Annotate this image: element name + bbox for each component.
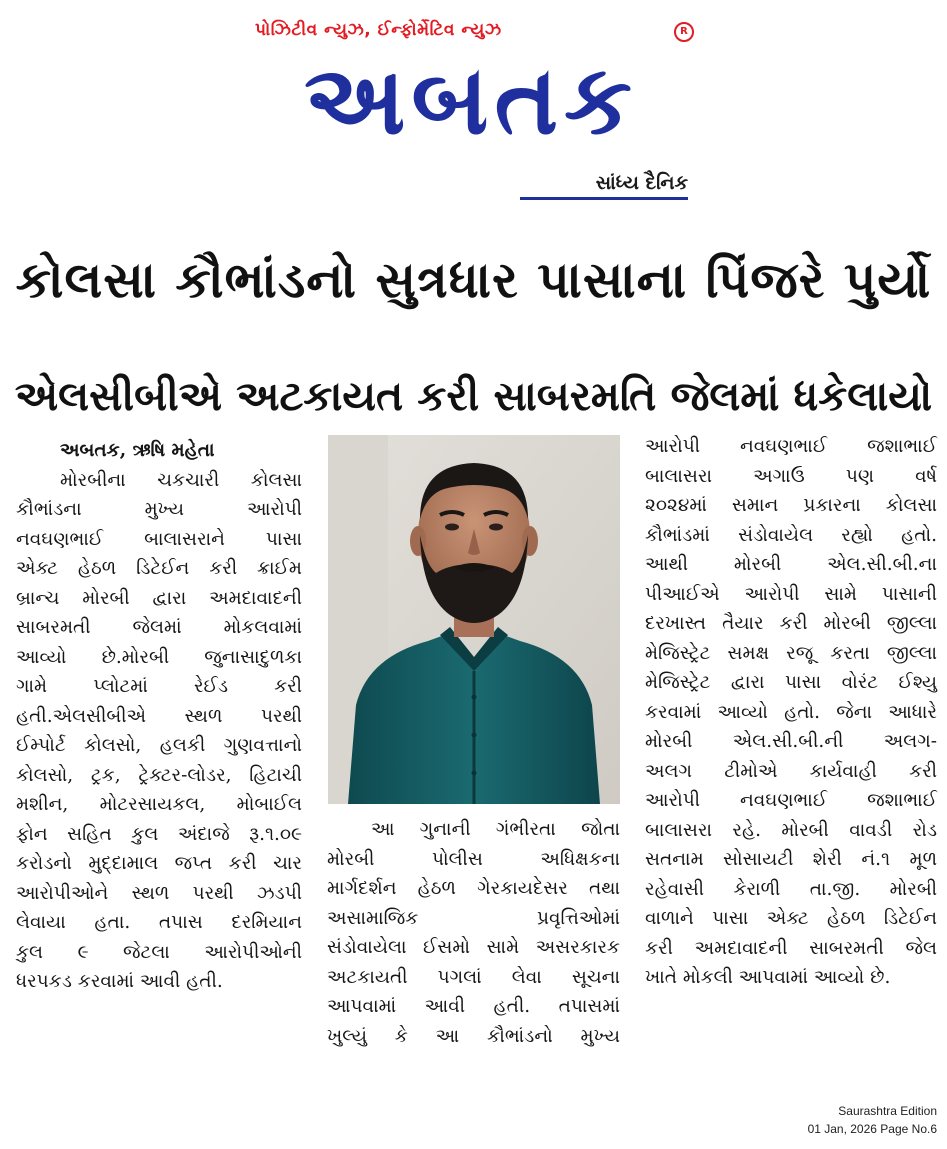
text-line: મશીન, મોટરસાયકલ, મોબાઈલ: [16, 794, 302, 815]
text-line: કુલ ૯ જેટલા આરોપીઓની: [16, 941, 302, 963]
edition-date-page: 01 Jan, 2026 Page No.6: [807, 1122, 937, 1136]
edition-footer: [717, 1102, 937, 1138]
text-line: આરોપી નવઘણભાઈ જશાભાઈ: [645, 790, 937, 811]
accused-portrait-image: [328, 435, 620, 804]
text-line: બાલાસરા રહે. મોરબી વાવડી રોડ: [645, 819, 937, 841]
text-line: મેજિસ્ટ્રેટ સમક્ષ રજૂ કરતા જીલ્લા: [645, 642, 937, 664]
text-line: કૌભાંડના મુખ્ય આરોપી: [16, 499, 302, 520]
text-line: કરવામાં આવ્યો હતો. જેના આધારે: [645, 701, 937, 723]
registered-trademark-icon: R: [674, 22, 694, 42]
text-line: ફોન સહિત કુલ અંદાજે રૂ.૧.૦૯: [16, 823, 302, 845]
text-line: રહેવાસી કેરાળી તા.જી. મોરબી: [645, 878, 937, 900]
text-line: આપવામાં આવી હતી. તપાસમાં: [327, 996, 620, 1017]
text-line: એક્ટ હેઠળ ડિટેઈન કરી ક્રાઈમ: [16, 558, 302, 579]
text-line: ખાતે મોકલી આપવામાં આવ્યો છે.: [645, 967, 891, 988]
text-line: આથી મોરબી એલ.સી.બી.ના: [645, 554, 937, 575]
text-line: અટકાયતી પગલાં લેવા સૂચના: [327, 966, 620, 988]
text-line: કરોડનો મુદ્દામાલ જપ્ત કરી ચાર: [16, 853, 302, 874]
text-line: મેજિસ્ટ્રેટ દ્વારા પાસા વોરંટ ઈશ્યુ: [645, 672, 937, 693]
article-headline: કોલસા કૌભાંડનો સુત્રધાર પાસાના પિંજરે પુર્યો: [15, 251, 932, 309]
text-line: પીઆઈએ આરોપી સામે પાસાની: [645, 583, 937, 605]
newspaper-logo: અબતક: [304, 44, 638, 156]
edition-name: Saurashtra Edition: [838, 1104, 937, 1118]
text-line: મોરબી એલ.સી.બી.ની અલગ-: [645, 731, 937, 752]
text-line: આરોપી નવઘણભાઈ જશાભાઈ: [645, 436, 937, 457]
text-line: ખુલ્યું કે આ કૌભાંડનો મુખ્ય: [327, 1025, 620, 1047]
text-line: ધરપકડ કરવામાં આવી હતી.: [16, 971, 223, 992]
masthead-subtitle: સાંધ્ય દૈનિક: [595, 172, 688, 194]
article-column-right: [645, 432, 937, 993]
text-line: ગામે પ્લોટમાં રેઈડ કરી: [16, 676, 302, 697]
text-line: આ ગુનાની ગંભીરતા જોતા: [371, 819, 620, 840]
text-line: ૨૦૨૪માં સમાન પ્રકારના કોલસા: [645, 495, 937, 516]
text-line: સંડોવાયેલા ઈસમો સામે અસરકારક: [327, 937, 620, 958]
text-line: માર્ગદર્શન હેઠળ ગેરકાયદેસર તથા: [327, 878, 620, 899]
text-line: લેવાયા હતા. તપાસ દરમિયાન: [16, 912, 302, 933]
text-line: વાળાને પાસા એક્ટ હેઠળ ડિટેઈન: [645, 908, 937, 929]
text-line: બ્રાન્ચ મોરબી દ્વારા અમદાવાદની: [16, 587, 302, 609]
text-line: ઈમ્પોર્ટ કોલસો, હલકી ગુણવત્તાનો: [16, 735, 302, 756]
text-line: કરી અમદાવાદની સાબરમતી જેલ: [645, 937, 937, 959]
article-column-left: [16, 436, 302, 997]
article-column-middle: [327, 815, 620, 1051]
article-subhead: એલસીબીએ અટકાયત કરી સાબરમતિ જેલમાં ધકેલાયો: [14, 372, 933, 420]
article-column-left-body: [16, 466, 302, 997]
text-line: નવઘણભાઈ બાલાસરાને પાસા: [16, 528, 302, 550]
article-byline: અબતક, ઋષિ મહેતા: [60, 440, 215, 461]
text-line: હતી.એલસીબીએ સ્થળ પરથી: [16, 705, 302, 727]
text-line: મોરબી પોલીસ અધિક્ષકના: [327, 848, 620, 870]
text-line: કોલસો, ટ્રક, ટ્રેક્ટર-લોડર, હિટાચી: [16, 764, 302, 786]
masthead-rule: [520, 197, 688, 200]
text-line: આરોપીઓને સ્થળ પરથી ઝડપી: [16, 882, 302, 904]
text-line: આવ્યો છે.મોરબી જુનાસાદુળકા: [16, 646, 302, 668]
text-line: કૌભાંડમાં સંડોવાયેલ રહ્યો હતો.: [645, 524, 937, 546]
text-line: સાબરમતી જેલમાં મોકલવામાં: [16, 617, 302, 638]
text-line: સતનામ સોસાયટી શેરી નં.૧ મૂળ: [645, 849, 937, 870]
masthead: [0, 0, 947, 205]
masthead-tagline: પોઝિટીવ ન્યુઝ, ઈન્ફોર્મેટિવ ન્યુઝ: [255, 20, 502, 40]
text-line: અલગ ટીમોએ કાર્યવાહી કરી: [645, 760, 937, 782]
text-line: મોરબીના ચકચારી કોલસા: [60, 469, 302, 491]
text-line: અસામાજિક પ્રવૃત્તિઓમાં: [327, 907, 620, 929]
text-line: દરખાસ્ત તૈયાર કરી મોરબી જીલ્લા: [645, 613, 937, 634]
text-line: બાલાસરા અગાઉ પણ વર્ષ: [645, 465, 937, 487]
accused-photo: [328, 435, 620, 804]
